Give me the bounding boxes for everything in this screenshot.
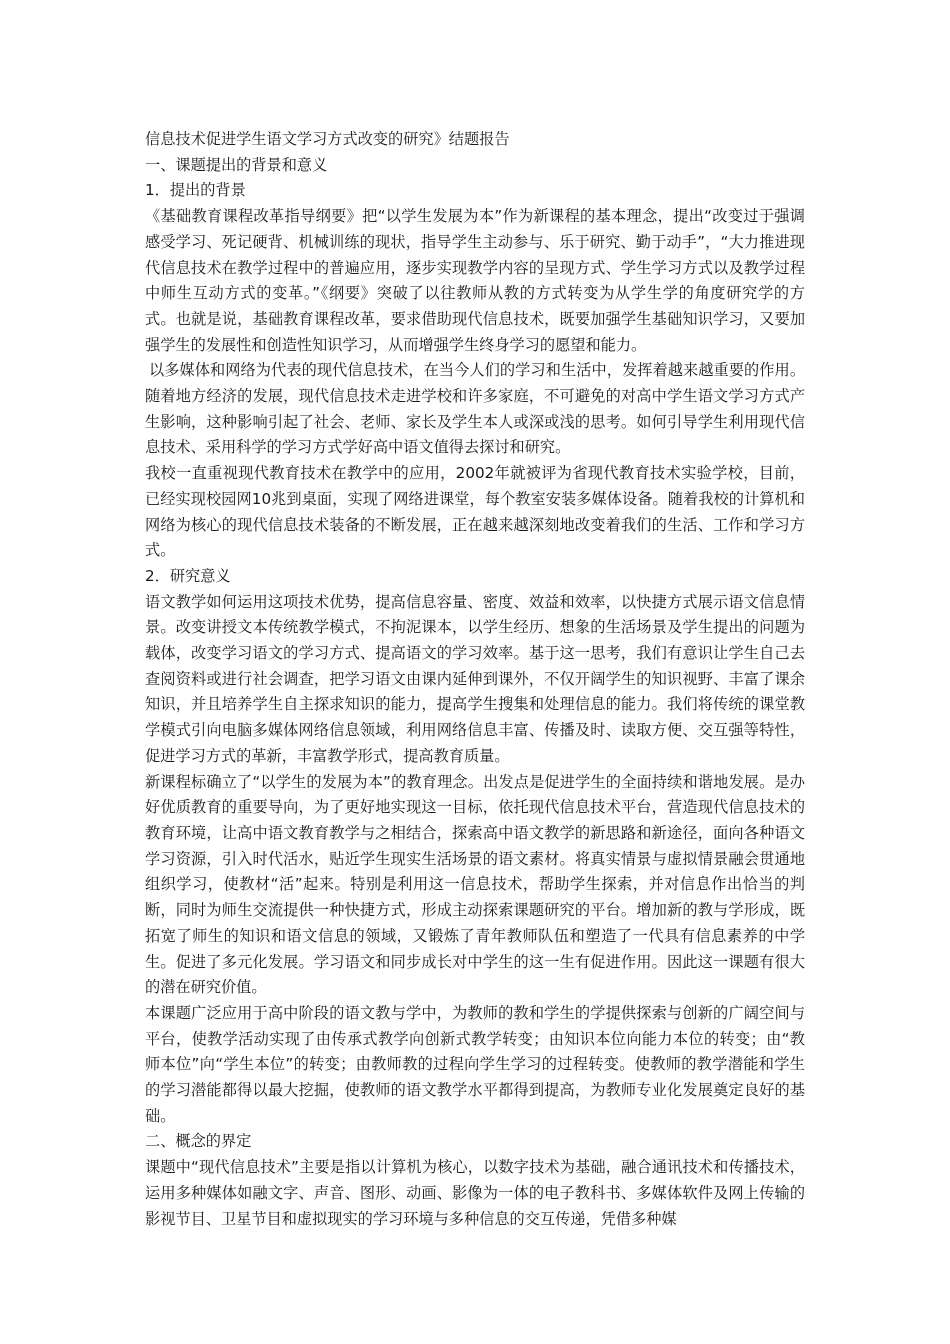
subheading-research-significance: 2．研究意义 (145, 566, 231, 585)
document-title: 信息技术促进学生语文学习方式改变的研究》结题报告 (145, 130, 510, 148)
section-heading-background-significance: 一、课题提出的背景和意义 (145, 155, 328, 174)
paragraph-new-curriculum: 新课程标确立了“以学生的发展为本”的教育理念。出发点是促进学生的全面持续和谐地发展。是办好优质教育的重要导向，为了更好地实现这一目标，依托现代信息技术平台，营造现代信息技术的教育环境，让高中语文教育教学与之相结合，探索高中语文教学的新思路和新途径，面向各种语文学习资源，引入时代活水，贴近学生现实生活场景的语文素材。将真实情景与虚拟情景融会贯通地组织学习，使教材“活”起来。特别是利用这一信息技术，帮助学生探索，并对信息作出恰当的判断，同时为师生交流提供一种快捷方式，形成主动探索课题研究的平台。增加新的教与学形成，既拓宽了师生的知识和语文信息的领域，又锻炼了青年教师队伍和塑造了一代具有信息素养的中学生。促进了多元化发展。学习语文和同步成长对中学生的这一生有促进作用。因此这一课题有很大的潜在研究价值。 (145, 772, 805, 997)
document-body (145, 127, 805, 1232)
subheading-background: 1．提出的背景 (145, 181, 246, 200)
paragraph-teaching-advantage: 语文教学如何运用这项技术优势，提高信息容量、密度、效益和效率，以快捷方式展示语文信息情景。改变讲授文本传统教学模式，不拘泥课本，以学生经历、想象的生活场景及学生提出的问题为载体，改变学习语文的学习方式、提高语文的学习效率。基于这一思考，我们有意识让学生自己去查阅资料或进行社会调查，把学习语文由课内延伸到课外，不仅开阔学生的知识视野、丰富了课余知识，并且培养学生自主探求知识的能力，提高学生搜集和处理信息的能力。我们将传统的课堂教学模式引向电脑多媒体网络信息领域，利用网络信息丰富、传播及时、读取方便、交互强等特性，促进学习方式的革新，丰富教学形式，提高教育质量。 (145, 592, 805, 765)
paragraph-project-application: 本课题广泛应用于高中阶段的语文教与学中，为教师的教和学生的学提供探索与创新的广阔空间与平台，使教学活动实现了由传承式教学向创新式教学转变；由知识本位向能力本位的转变；由“教师本位”向“学生本位”的转变；由教师教的过程向学生学习的过程转变。使教师的教学潜能和学生的学习潜能都得以最大挖掘，使教师的语文教学水平都得到提高，为教师专业化发展奠定良好的基础。 (145, 1003, 805, 1125)
paragraph-school-technology: 我校一直重视现代教育技术在教学中的应用，2002年就被评为省现代教育技术实验学校，目前，已经实现校园网10兆到桌面，实现了网络进课堂，每个教室安装多媒体设备。随着我校的计算机和网络为核心的现代信息技术装备的不断发展，正在越来越深刻地改变着我们的生活、工作和学习方式。 (145, 464, 805, 560)
paragraph-multimedia-network: 以多媒体和网络为代表的现代信息技术，在当今人们的学习和生活中，发挥着越来越重要的作用。随着地方经济的发展，现代信息技术走进学校和许多家庭，不可避免的对高中学生语文学习方式产生影响，这种影响引起了社会、老师、家长及学生本人或深或浅的思考。如何引导学生利用现代信息技术、采用科学的学习方式学好高中语文值得去探讨和研究。 (145, 361, 805, 457)
section-heading-concept-definition: 二、概念的界定 (145, 1132, 252, 1151)
paragraph-curriculum-reform: 《基础教育课程改革指导纲要》把“以学生发展为本”作为新课程的基本理念，提出“改变过于强调感受学习、死记硬背、机械训练的现状，指导学生主动参与、乐于研究、勤于动手”，“大力推进现代信息技术在教学过程中的普遍应用，逐步实现教学内容的呈现方式、学生学习方式以及教学过程中师生互动方式的变革。”《纲要》突破了以往教师从教的方式转变为从学生学的角度研究学的方式。也就是说，基础教育课程改革，要求借助现代信息技术，既要加强学生基础知识学习，又要加强学生的发展性和创造性知识学习，从而增强学生终身学习的愿望和能力。 (145, 207, 805, 354)
paragraph-modern-it-definition: 课题中“现代信息技术”主要是指以计算机为核心，以数字技术为基础，融合通讯技术和传播技术，运用多种媒体如融文字、声音、图形、动画、影像为一体的电子教科书、多媒体软件及网上传输的影视节目、卫星节目和虚拟现实的学习环境与多种信息的交互传递，凭借多种媒 (145, 1158, 805, 1228)
